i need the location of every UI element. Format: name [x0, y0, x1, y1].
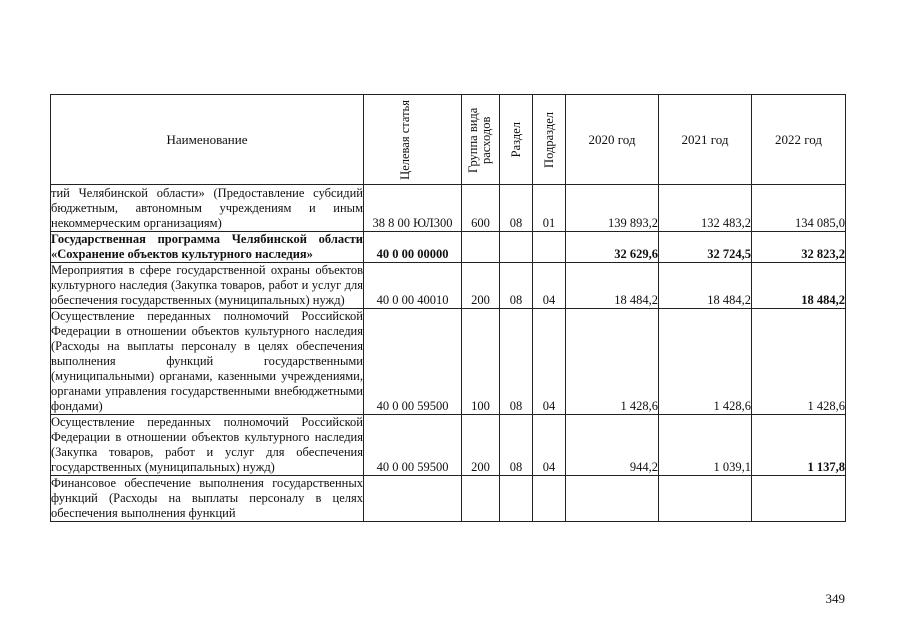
row-name: Мероприятия в сфере государственной охраны объектов культурного наследия (Закупка товаров, работ и услуг для обеспечения государственных (муниципальных) нужд): [51, 263, 363, 307]
row-2021: 1 428,6: [659, 309, 752, 415]
row-2020: [566, 476, 659, 522]
row-subsection: [533, 232, 566, 263]
row-code: 38 8 00 ЮЛ300: [364, 185, 462, 232]
header-section: [500, 95, 533, 185]
header-expense-group-text: Группа вида расходов: [465, 106, 493, 173]
row-2022: [752, 476, 846, 522]
row-section: [500, 232, 533, 263]
row-code: 40 0 00 59500: [364, 309, 462, 415]
table-row: [51, 232, 846, 263]
row-2022: 18 484,2: [752, 263, 846, 309]
header-section-text: Раздел: [508, 121, 523, 158]
header-target-article: [364, 95, 462, 185]
row-subsection: 01: [533, 185, 566, 232]
row-section: 08: [500, 415, 533, 476]
row-2022: 1 428,6: [752, 309, 846, 415]
row-group: 200: [462, 263, 500, 309]
row-2020: 1 428,6: [566, 309, 659, 415]
row-2022: 1 137,8: [752, 415, 846, 476]
row-section: 08: [500, 263, 533, 309]
row-2020: 18 484,2: [566, 263, 659, 309]
row-2021: 32 724,5: [659, 232, 752, 263]
page-number: 349: [825, 591, 845, 606]
header-subsection: [533, 95, 566, 185]
header-subsection-text: Подраздел: [541, 111, 556, 168]
header-name: Наименование: [51, 95, 364, 185]
table-row: [51, 263, 846, 309]
row-group: 100: [462, 309, 500, 415]
row-name: Осуществление переданных полномочий Российской Федерации в отношении объектов культурного наследия (Закупка товаров, работ и услуг для обеспечения государственных (муниципальных) нужд): [51, 415, 363, 474]
header-year-2021: 2021 год: [659, 95, 752, 185]
row-group: [462, 232, 500, 263]
row-subsection: 04: [533, 263, 566, 309]
table-header-row: [51, 95, 846, 185]
row-section: [500, 476, 533, 522]
row-code: 40 0 00 00000: [364, 232, 462, 263]
row-name: тий Челябинской области» (Предоставление субсидий бюджетным, автономным учреждениям и иным некоммерческим организациям): [51, 186, 363, 230]
row-2021: 132 483,2: [659, 185, 752, 232]
row-2020: 32 629,6: [566, 232, 659, 263]
row-2020: 139 893,2: [566, 185, 659, 232]
header-target-article-text: Целевая статья: [397, 99, 412, 180]
row-group: 200: [462, 415, 500, 476]
row-2021: 18 484,2: [659, 263, 752, 309]
header-year-2022: 2022 год: [752, 95, 846, 185]
row-code: 40 0 00 59500: [364, 415, 462, 476]
row-section: 08: [500, 185, 533, 232]
row-2021: 1 039,1: [659, 415, 752, 476]
header-year-2020: 2020 год: [566, 95, 659, 185]
header-expense-group: [462, 95, 500, 185]
table-row: [51, 415, 846, 476]
table-row: [51, 185, 846, 232]
row-name: Осуществление переданных полномочий Российской Федерации в отношении объектов культурного наследия (Расходы на выплаты персоналу в целях обеспечения выполнения функций государственными (муниципальными) органами, казенными учреждениями, органами управления государственными внебюджетными фондами): [51, 309, 363, 413]
row-2022: 32 823,2: [752, 232, 846, 263]
row-name: Финансовое обеспечение выполнения государственных функций (Расходы на выплаты персоналу в целях обеспечения выполнения функций: [51, 476, 363, 520]
row-2021: [659, 476, 752, 522]
row-subsection: 04: [533, 309, 566, 415]
budget-table: [50, 94, 846, 522]
row-2022: 134 085,0: [752, 185, 846, 232]
row-name: Государственная программа Челябинской области «Сохранение объектов культурного наследия»: [51, 232, 363, 261]
row-group: [462, 476, 500, 522]
row-subsection: [533, 476, 566, 522]
row-section: 08: [500, 309, 533, 415]
table-row: [51, 309, 846, 415]
row-code: [364, 476, 462, 522]
table-row: [51, 476, 846, 522]
row-group: 600: [462, 185, 500, 232]
row-subsection: 04: [533, 415, 566, 476]
row-code: 40 0 00 40010: [364, 263, 462, 309]
row-2020: 944,2: [566, 415, 659, 476]
